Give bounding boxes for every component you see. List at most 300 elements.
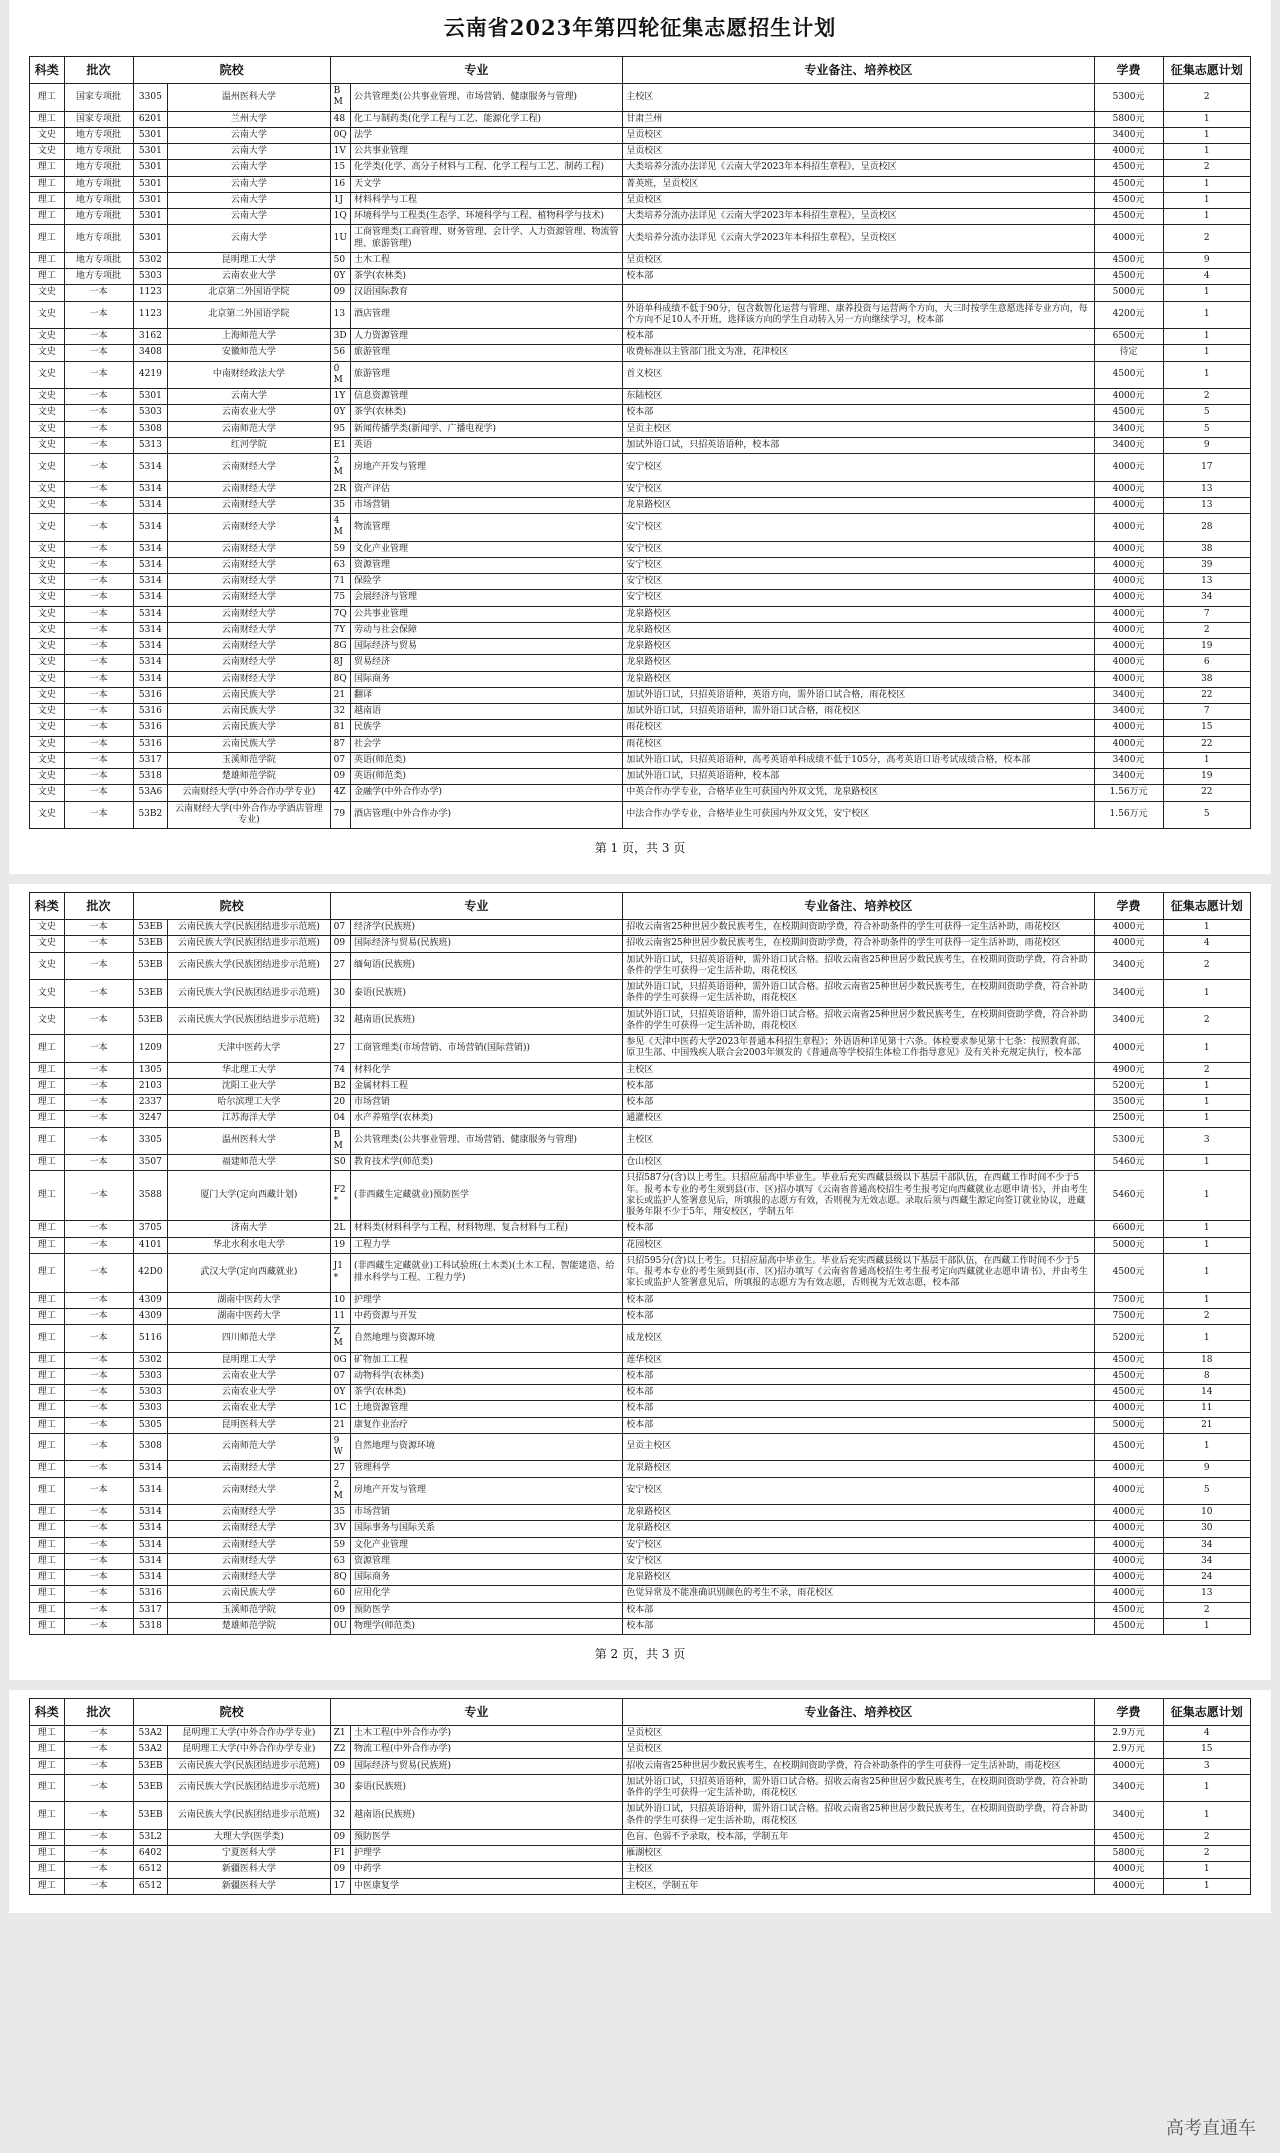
cell-subject: 理工 xyxy=(30,1253,65,1292)
cell-plan: 1 xyxy=(1163,1237,1250,1253)
cell-remarks: 安宁校区 xyxy=(623,454,1094,482)
cell-major-code: 11 xyxy=(330,1308,350,1324)
cell-school-code: 53B2 xyxy=(133,801,168,829)
cell-major: (非西藏生定藏就业)工科试验班(土木类)(土木工程、智能建造、给排水科学与工程、工程力学) xyxy=(350,1253,622,1292)
document-title: 云南省2023年第四轮征集志愿招生计划 xyxy=(443,15,837,40)
cell-major: 社会学 xyxy=(350,736,622,752)
cell-school: 云南民族大学(民族团结进步示范班) xyxy=(168,952,331,980)
cell-plan: 1 xyxy=(1163,920,1250,936)
cell-school-code: 5301 xyxy=(133,144,168,160)
cell-school-code: 53EB xyxy=(133,1007,168,1035)
cell-school-code: 5314 xyxy=(133,1521,168,1537)
table-row xyxy=(30,1417,1251,1433)
cell-tuition: 1.56万元 xyxy=(1094,801,1163,829)
cell-major-code: 09 xyxy=(330,1602,350,1618)
cell-school-code: 5314 xyxy=(133,557,168,573)
cell-school-code: 5301 xyxy=(133,127,168,143)
cell-batch: 地方专项批 xyxy=(64,160,133,176)
cell-school-code: 5316 xyxy=(133,720,168,736)
cell-major-code: 59 xyxy=(330,541,350,557)
cell-school-code: 5303 xyxy=(133,1401,168,1417)
cell-school: 温州医科大学 xyxy=(168,1127,331,1155)
cell-major-code: 09 xyxy=(330,285,350,301)
cell-subject: 理工 xyxy=(30,1325,65,1353)
cell-school: 云南农业大学 xyxy=(168,269,331,285)
cell-subject: 理工 xyxy=(30,1878,65,1894)
cell-remarks: 雁湖校区 xyxy=(623,1846,1094,1862)
cell-plan: 2 xyxy=(1163,160,1250,176)
cell-plan: 4 xyxy=(1163,936,1250,952)
cell-major-code: 32 xyxy=(330,1802,350,1830)
cell-school-code: 5314 xyxy=(133,497,168,513)
cell-tuition: 4500元 xyxy=(1094,160,1163,176)
cell-tuition: 4000元 xyxy=(1094,639,1163,655)
cell-school-code: 5302 xyxy=(133,252,168,268)
cell-tuition: 4500元 xyxy=(1094,1385,1163,1401)
cell-tuition: 6500元 xyxy=(1094,329,1163,345)
cell-plan: 5 xyxy=(1163,421,1250,437)
cell-major: 贸易经济 xyxy=(350,655,622,671)
cell-school: 江苏海洋大学 xyxy=(168,1111,331,1127)
cell-remarks: 加试外语口试，只招英语语种，校本部 xyxy=(623,769,1094,785)
cell-batch: 一本 xyxy=(64,655,133,671)
cell-plan: 1 xyxy=(1163,176,1250,192)
cell-major: 土地资源管理 xyxy=(350,1401,622,1417)
cell-tuition: 4000元 xyxy=(1094,655,1163,671)
cell-major: 市场营销 xyxy=(350,1095,622,1111)
cell-school-code: 5303 xyxy=(133,1385,168,1401)
cell-tuition: 4500元 xyxy=(1094,192,1163,208)
cell-major: 茶学(农林类) xyxy=(350,405,622,421)
cell-school-code: 4309 xyxy=(133,1308,168,1324)
cell-school-code: 4219 xyxy=(133,361,168,389)
cell-major-code: 1U xyxy=(330,225,350,253)
cell-school-code: 53EB xyxy=(133,952,168,980)
cell-remarks: 菁英班，呈贡校区 xyxy=(623,176,1094,192)
header-major: 专业 xyxy=(330,57,623,84)
table-row xyxy=(30,1586,1251,1602)
cell-major-code: 8Q xyxy=(330,1570,350,1586)
cell-major: 旅游管理 xyxy=(350,345,622,361)
cell-major: 动物科学(农林类) xyxy=(350,1368,622,1384)
cell-tuition: 4000元 xyxy=(1094,671,1163,687)
cell-batch: 一本 xyxy=(64,1111,133,1127)
cell-major-code: 2M xyxy=(330,1477,350,1505)
cell-major: 矿物加工工程 xyxy=(350,1352,622,1368)
cell-school: 云南师范大学 xyxy=(168,1433,331,1461)
cell-tuition: 4000元 xyxy=(1094,541,1163,557)
cell-tuition: 4000元 xyxy=(1094,1537,1163,1553)
cell-school: 云南财经大学 xyxy=(168,541,331,557)
table-row xyxy=(30,1553,1251,1569)
cell-major-code: J1* xyxy=(330,1253,350,1292)
cell-major: 材料类(材料科学与工程、材料物理、复合材料与工程) xyxy=(350,1221,622,1237)
cell-tuition: 5000元 xyxy=(1094,1237,1163,1253)
cell-major: 中药学 xyxy=(350,1862,622,1878)
cell-tuition: 4200元 xyxy=(1094,301,1163,329)
cell-major-code: 09 xyxy=(330,936,350,952)
cell-subject: 理工 xyxy=(30,1401,65,1417)
cell-plan: 15 xyxy=(1163,720,1250,736)
cell-school: 云南财经大学 xyxy=(168,655,331,671)
cell-major-code: B2 xyxy=(330,1078,350,1094)
cell-remarks: 莲华校区 xyxy=(623,1352,1094,1368)
cell-plan: 21 xyxy=(1163,1417,1250,1433)
cell-tuition: 4000元 xyxy=(1094,936,1163,952)
cell-major-code: 2M xyxy=(330,454,350,482)
cell-major-code: 63 xyxy=(330,557,350,573)
cell-remarks: 花园校区 xyxy=(623,1237,1094,1253)
cell-school: 云南农业大学 xyxy=(168,1385,331,1401)
cell-batch: 地方专项批 xyxy=(64,209,133,225)
cell-subject: 文史 xyxy=(30,655,65,671)
table-row xyxy=(30,1602,1251,1618)
header-subject: 科类 xyxy=(30,57,65,84)
cell-tuition: 4000元 xyxy=(1094,1505,1163,1521)
cell-subject: 理工 xyxy=(30,192,65,208)
cell-school: 沈阳工业大学 xyxy=(168,1078,331,1094)
cell-remarks: 校本部 xyxy=(623,1095,1094,1111)
cell-major-code: 27 xyxy=(330,952,350,980)
cell-remarks: 加试外语口试，只招英语语种，需外语口试合格。招收云南省25种世居少数民族考生，在校期间资助学费，符合补助条件的学生可获得一定生活补助，雨花校区 xyxy=(623,1802,1094,1830)
cell-batch: 一本 xyxy=(64,704,133,720)
cell-major: 环境科学与工程类(生态学、环境科学与工程、植物科学与技术) xyxy=(350,209,622,225)
cell-school-code: 4309 xyxy=(133,1292,168,1308)
table-row xyxy=(30,1433,1251,1461)
cell-tuition: 3400元 xyxy=(1094,704,1163,720)
cell-major-code: BM xyxy=(330,1127,350,1155)
cell-major: 民族学 xyxy=(350,720,622,736)
cell-major: 越南语 xyxy=(350,704,622,720)
cell-school: 云南财经大学(中外合作办学酒店管理专业) xyxy=(168,801,331,829)
cell-tuition: 4000元 xyxy=(1094,590,1163,606)
cell-school: 济南大学 xyxy=(168,1221,331,1237)
cell-school-code: 5316 xyxy=(133,704,168,720)
header-batch: 批次 xyxy=(64,1699,133,1726)
cell-major: 市场营销 xyxy=(350,1505,622,1521)
cell-batch: 一本 xyxy=(64,541,133,557)
cell-plan: 11 xyxy=(1163,1401,1250,1417)
cell-school: 温州医科大学 xyxy=(168,84,331,112)
cell-tuition: 4000元 xyxy=(1094,1461,1163,1477)
cell-school: 四川师范大学 xyxy=(168,1325,331,1353)
cell-subject: 文史 xyxy=(30,952,65,980)
cell-batch: 一本 xyxy=(64,1292,133,1308)
cell-major: 法学 xyxy=(350,127,622,143)
table-row xyxy=(30,1171,1251,1221)
cell-school-code: 6201 xyxy=(133,111,168,127)
cell-major: 国际经济与贸易(民族班) xyxy=(350,936,622,952)
cell-school: 云南财经大学 xyxy=(168,574,331,590)
cell-major: 国际商务 xyxy=(350,671,622,687)
cell-subject: 理工 xyxy=(30,1829,65,1845)
cell-subject: 理工 xyxy=(30,1846,65,1862)
cell-major: 汉语国际教育 xyxy=(350,285,622,301)
cell-school-code: 3507 xyxy=(133,1155,168,1171)
cell-major-code: BM xyxy=(330,84,350,112)
cell-plan: 1 xyxy=(1163,1035,1250,1063)
cell-tuition: 5460元 xyxy=(1094,1155,1163,1171)
cell-major-code: 17 xyxy=(330,1878,350,1894)
cell-plan: 24 xyxy=(1163,1570,1250,1586)
cell-remarks: 色觉异常及不能准确识别颜色的考生不录，雨花校区 xyxy=(623,1586,1094,1602)
page-footer: 第 1 页，共 3 页 xyxy=(594,841,686,855)
cell-tuition: 5460元 xyxy=(1094,1171,1163,1221)
cell-subject: 理工 xyxy=(30,1537,65,1553)
cell-major: 翻译 xyxy=(350,687,622,703)
cell-subject: 理工 xyxy=(30,1111,65,1127)
cell-remarks: 龙泉路校区 xyxy=(623,639,1094,655)
cell-school-code: 6512 xyxy=(133,1878,168,1894)
cell-subject: 文史 xyxy=(30,687,65,703)
cell-school-code: 53A6 xyxy=(133,785,168,801)
cell-plan: 13 xyxy=(1163,574,1250,590)
cell-subject: 理工 xyxy=(30,176,65,192)
cell-school-code: 5314 xyxy=(133,1553,168,1569)
table-row xyxy=(30,389,1251,405)
cell-tuition: 6600元 xyxy=(1094,1221,1163,1237)
cell-plan: 1 xyxy=(1163,1878,1250,1894)
cell-plan: 9 xyxy=(1163,1461,1250,1477)
cell-remarks: 龙泉路校区 xyxy=(623,1461,1094,1477)
cell-major: 保险学 xyxy=(350,574,622,590)
cell-plan: 8 xyxy=(1163,1368,1250,1384)
cell-batch: 一本 xyxy=(64,1253,133,1292)
cell-remarks: 校本部 xyxy=(623,405,1094,421)
cell-remarks: 呈贡校区 xyxy=(623,1726,1094,1742)
cell-subject: 理工 xyxy=(30,1127,65,1155)
cell-plan: 1 xyxy=(1163,1095,1250,1111)
cell-subject: 理工 xyxy=(30,1171,65,1221)
cell-tuition: 4500元 xyxy=(1094,361,1163,389)
cell-school: 云南财经大学 xyxy=(168,514,331,542)
table-row xyxy=(30,1352,1251,1368)
header-plan: 征集志愿计划 xyxy=(1163,1699,1250,1726)
cell-school-code: 5314 xyxy=(133,1537,168,1553)
cell-batch: 一本 xyxy=(64,752,133,768)
cell-school-code: 5316 xyxy=(133,687,168,703)
cell-plan: 1 xyxy=(1163,980,1250,1008)
cell-major-code: S0 xyxy=(330,1155,350,1171)
cell-major: 市场营销 xyxy=(350,497,622,513)
cell-major-code: 21 xyxy=(330,687,350,703)
cell-major: 土木工程 xyxy=(350,252,622,268)
cell-tuition: 4000元 xyxy=(1094,720,1163,736)
cell-major-code: F2* xyxy=(330,1171,350,1221)
cell-school-code: 3305 xyxy=(133,1127,168,1155)
cell-major: 国际商务 xyxy=(350,1570,622,1586)
cell-tuition: 3500元 xyxy=(1094,1095,1163,1111)
cell-batch: 一本 xyxy=(64,1308,133,1324)
cell-major-code: 3V xyxy=(330,1521,350,1537)
table-row xyxy=(30,301,1251,329)
cell-subject: 理工 xyxy=(30,1726,65,1742)
cell-major: 材料科学与工程 xyxy=(350,192,622,208)
cell-plan: 38 xyxy=(1163,671,1250,687)
cell-batch: 一本 xyxy=(64,1742,133,1758)
cell-major: 金融学(中外合作办学) xyxy=(350,785,622,801)
cell-major-code: 1Y xyxy=(330,389,350,405)
cell-batch: 一本 xyxy=(64,1461,133,1477)
cell-school-code: 6512 xyxy=(133,1862,168,1878)
cell-school: 楚雄师范学院 xyxy=(168,769,331,785)
document-page-3 xyxy=(9,1690,1271,1913)
cell-remarks: 只招587分(含)以上考生。只招应届高中毕业生。毕业后充实西藏县级以下基层干部队伍，在西藏工作时间不少于5年。报考本专业的考生须到县(市、区)招办填写《云南省普通高校招生考生报考定向西藏就业志愿申请书》，并由考生家长或监护人签署意见后，所填报的志愿方有效，否则视为无效志愿。录取后须与西藏生源定向签订就业协议，进藏服务年限不少于5年，翔安校区，学制五年 xyxy=(623,1171,1094,1221)
cell-major: 管理科学 xyxy=(350,1461,622,1477)
cell-major-code: 09 xyxy=(330,769,350,785)
cell-remarks: 主校区，学制五年 xyxy=(623,1878,1094,1894)
cell-tuition: 3400元 xyxy=(1094,1774,1163,1802)
cell-subject: 理工 xyxy=(30,1802,65,1830)
cell-batch: 地方专项批 xyxy=(64,269,133,285)
cell-major: 泰语(民族班) xyxy=(350,980,622,1008)
cell-major: 国际经济与贸易 xyxy=(350,639,622,655)
table-row xyxy=(30,1237,1251,1253)
table-row xyxy=(30,1829,1251,1845)
cell-school: 厦门大学(定向西藏计划) xyxy=(168,1171,331,1221)
cell-batch: 一本 xyxy=(64,1007,133,1035)
cell-subject: 文史 xyxy=(30,752,65,768)
table-row xyxy=(30,769,1251,785)
cell-major: 资源管理 xyxy=(350,1553,622,1569)
cell-remarks: 呈贡主校区 xyxy=(623,421,1094,437)
cell-subject: 文史 xyxy=(30,514,65,542)
cell-remarks: 收费标准以主管部门批文为准，花津校区 xyxy=(623,345,1094,361)
cell-school-code: 5314 xyxy=(133,590,168,606)
cell-batch: 一本 xyxy=(64,639,133,655)
cell-school: 云南财经大学 xyxy=(168,557,331,573)
table-row xyxy=(30,574,1251,590)
header-batch: 批次 xyxy=(64,57,133,84)
cell-plan: 1 xyxy=(1163,192,1250,208)
cell-major-code: 04 xyxy=(330,1111,350,1127)
cell-subject: 文史 xyxy=(30,622,65,638)
cell-batch: 一本 xyxy=(64,1078,133,1094)
cell-batch: 地方专项批 xyxy=(64,127,133,143)
cell-tuition: 4000元 xyxy=(1094,1401,1163,1417)
cell-major-code: 20 xyxy=(330,1095,350,1111)
cell-major-code: 0M xyxy=(330,361,350,389)
table-row xyxy=(30,752,1251,768)
cell-school: 北京第二外国语学院 xyxy=(168,285,331,301)
cell-tuition: 2500元 xyxy=(1094,1111,1163,1127)
cell-major-code: 30 xyxy=(330,1774,350,1802)
cell-batch: 一本 xyxy=(64,285,133,301)
cell-school: 华北理工大学 xyxy=(168,1062,331,1078)
table-row xyxy=(30,1742,1251,1758)
cell-remarks: 安宁校区 xyxy=(623,557,1094,573)
cell-school: 宁夏医科大学 xyxy=(168,1846,331,1862)
table-row xyxy=(30,84,1251,112)
cell-tuition: 3400元 xyxy=(1094,127,1163,143)
cell-batch: 一本 xyxy=(64,1477,133,1505)
cell-remarks: 东陆校区 xyxy=(623,389,1094,405)
cell-plan: 2 xyxy=(1163,389,1250,405)
cell-tuition: 4000元 xyxy=(1094,920,1163,936)
cell-batch: 一本 xyxy=(64,1095,133,1111)
cell-batch: 一本 xyxy=(64,1221,133,1237)
cell-major-code: E1 xyxy=(330,437,350,453)
cell-remarks: 主校区 xyxy=(623,1862,1094,1878)
cell-subject: 文史 xyxy=(30,639,65,655)
header-major: 专业 xyxy=(330,893,623,920)
cell-tuition: 4500元 xyxy=(1094,176,1163,192)
document-page-2 xyxy=(9,884,1271,1680)
cell-major-code: 09 xyxy=(330,1758,350,1774)
cell-plan: 1 xyxy=(1163,361,1250,389)
cell-major-code: 7Y xyxy=(330,622,350,638)
cell-batch: 一本 xyxy=(64,301,133,329)
table-row xyxy=(30,1570,1251,1586)
cell-major: 茶学(农林类) xyxy=(350,1385,622,1401)
cell-school-code: 5316 xyxy=(133,736,168,752)
cell-school-code: 5313 xyxy=(133,437,168,453)
cell-major: 护理学 xyxy=(350,1292,622,1308)
cell-remarks: 安宁校区 xyxy=(623,1553,1094,1569)
cell-school: 云南财经大学 xyxy=(168,1553,331,1569)
cell-school: 云南民族大学(民族团结进步示范班) xyxy=(168,980,331,1008)
table-row xyxy=(30,192,1251,208)
table-row xyxy=(30,606,1251,622)
cell-batch: 一本 xyxy=(64,1352,133,1368)
table-row xyxy=(30,736,1251,752)
cell-major: 中医康复学 xyxy=(350,1878,622,1894)
cell-plan: 38 xyxy=(1163,541,1250,557)
cell-major-code: 0G xyxy=(330,1352,350,1368)
table-row xyxy=(30,1862,1251,1878)
cell-major: 酒店管理 xyxy=(350,301,622,329)
cell-plan: 3 xyxy=(1163,1758,1250,1774)
cell-school-code: 5116 xyxy=(133,1325,168,1353)
cell-tuition: 7500元 xyxy=(1094,1292,1163,1308)
cell-plan: 1 xyxy=(1163,144,1250,160)
cell-tuition: 5300元 xyxy=(1094,84,1163,112)
cell-remarks: 呈贡主校区 xyxy=(623,1433,1094,1461)
cell-subject: 文史 xyxy=(30,590,65,606)
table-row xyxy=(30,590,1251,606)
cell-remarks: 龙泉路校区 xyxy=(623,606,1094,622)
table-row xyxy=(30,1035,1251,1063)
cell-remarks: 安宁校区 xyxy=(623,1537,1094,1553)
cell-major: 文化产业管理 xyxy=(350,541,622,557)
table-row xyxy=(30,1325,1251,1353)
table-row xyxy=(30,345,1251,361)
cell-major: 英语(师范类) xyxy=(350,769,622,785)
cell-batch: 一本 xyxy=(64,920,133,936)
cell-batch: 地方专项批 xyxy=(64,144,133,160)
cell-school: 新疆医科大学 xyxy=(168,1862,331,1878)
header-remarks: 专业备注、培养校区 xyxy=(623,1699,1094,1726)
cell-batch: 一本 xyxy=(64,687,133,703)
cell-plan: 2 xyxy=(1163,1602,1250,1618)
cell-plan: 34 xyxy=(1163,590,1250,606)
table-row xyxy=(30,671,1251,687)
header-tuition: 学费 xyxy=(1094,57,1163,84)
cell-tuition: 3400元 xyxy=(1094,769,1163,785)
table-row xyxy=(30,936,1251,952)
cell-batch: 一本 xyxy=(64,736,133,752)
cell-school-code: 5301 xyxy=(133,389,168,405)
table-row xyxy=(30,920,1251,936)
cell-school-code: 5308 xyxy=(133,421,168,437)
cell-remarks: 安宁校区 xyxy=(623,590,1094,606)
cell-batch: 一本 xyxy=(64,1155,133,1171)
cell-plan: 2 xyxy=(1163,622,1250,638)
cell-remarks: 呈贡校区 xyxy=(623,1742,1094,1758)
table-row xyxy=(30,209,1251,225)
cell-school-code: 5314 xyxy=(133,1570,168,1586)
cell-school: 云南大学 xyxy=(168,192,331,208)
